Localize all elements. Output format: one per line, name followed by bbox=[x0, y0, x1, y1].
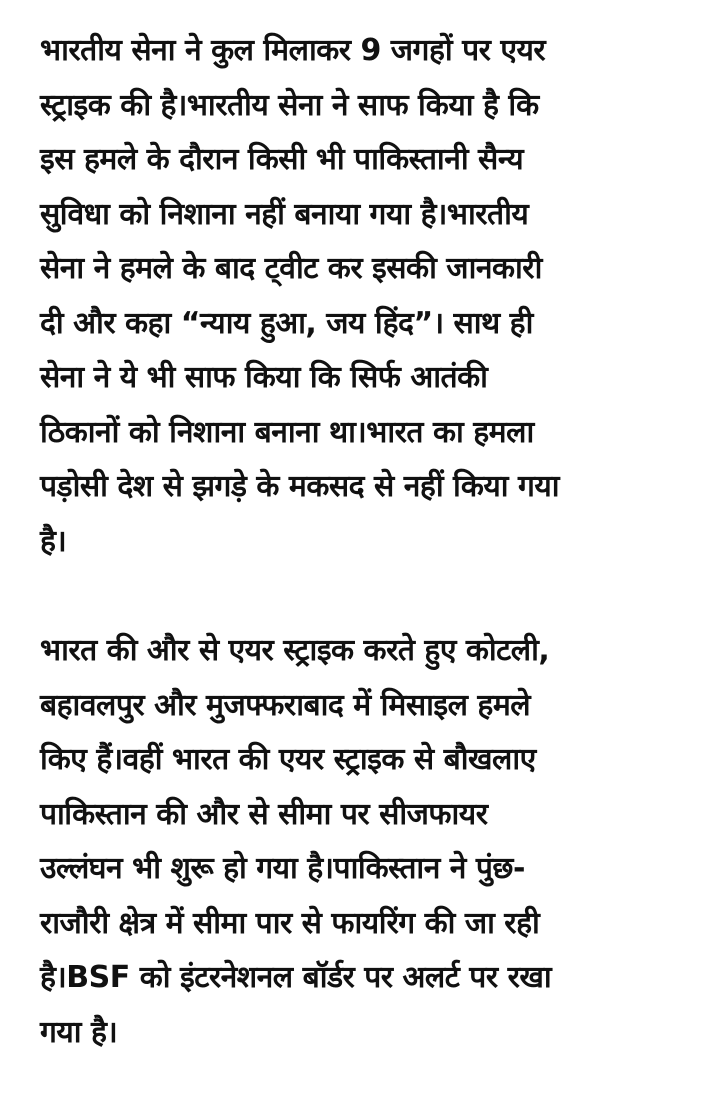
paragraph-line: गया है। bbox=[40, 1014, 118, 1050]
paragraph-line: पाकिस्तान की और से सीमा पर सीजफायर bbox=[40, 796, 488, 832]
paragraph-line: सेना ने हमले के बाद ट्वीट कर इसकी जानकारी bbox=[40, 251, 542, 286]
paragraph-line: ठिकानों को निशाना बनाना था।भारत का हमला bbox=[40, 414, 534, 450]
paragraph-2 bbox=[40, 624, 690, 1060]
article-body bbox=[40, 24, 690, 1060]
paragraph-line: उल्लंघन भी शुरू हो गया है।पाकिस्तान ने पुंछ- bbox=[40, 851, 525, 886]
paragraph-1 bbox=[40, 24, 690, 569]
paragraph-line: सुविधा को निशाना नहीं बनाया गया है।भारतीय bbox=[40, 196, 529, 232]
paragraph-line: बहावलपुर और मुजफ्फराबाद में मिसाइल हमले bbox=[40, 687, 531, 723]
paragraph-line: है।BSF को इंटरनेशनल बॉर्डर पर अलर्ट पर रखा bbox=[40, 960, 552, 995]
paragraph-line: भारत की और से एयर स्ट्राइक करते हुए कोटली, bbox=[40, 633, 550, 668]
paragraph-line: है। bbox=[40, 523, 67, 559]
paragraph-line: पड़ोसी देश से झगड़े के मकसद से नहीं किया गया bbox=[40, 469, 560, 504]
paragraph-line: इस हमले के दौरान किसी भी पाकिस्तानी सैन्य bbox=[40, 142, 524, 177]
paragraph-line: सेना ने ये भी साफ किया कि सिर्फ आतंकी bbox=[40, 360, 488, 395]
paragraph-line: स्ट्राइक की है।भारतीय सेना ने साफ किया है कि bbox=[40, 87, 539, 123]
paragraph-line: किए हैं।वहीं भारत की एयर स्ट्राइक से बौखलाए bbox=[40, 742, 536, 777]
paragraph-line: भारतीय सेना ने कुल मिलाकर 9 जगहों पर एयर bbox=[40, 33, 546, 68]
paragraph-line: राजौरी क्षेत्र में सीमा पार से फायरिंग की जा रही bbox=[40, 905, 540, 941]
paragraph-line: दी और कहा “न्याय हुआ, जय हिंद”। साथ ही bbox=[40, 305, 533, 341]
